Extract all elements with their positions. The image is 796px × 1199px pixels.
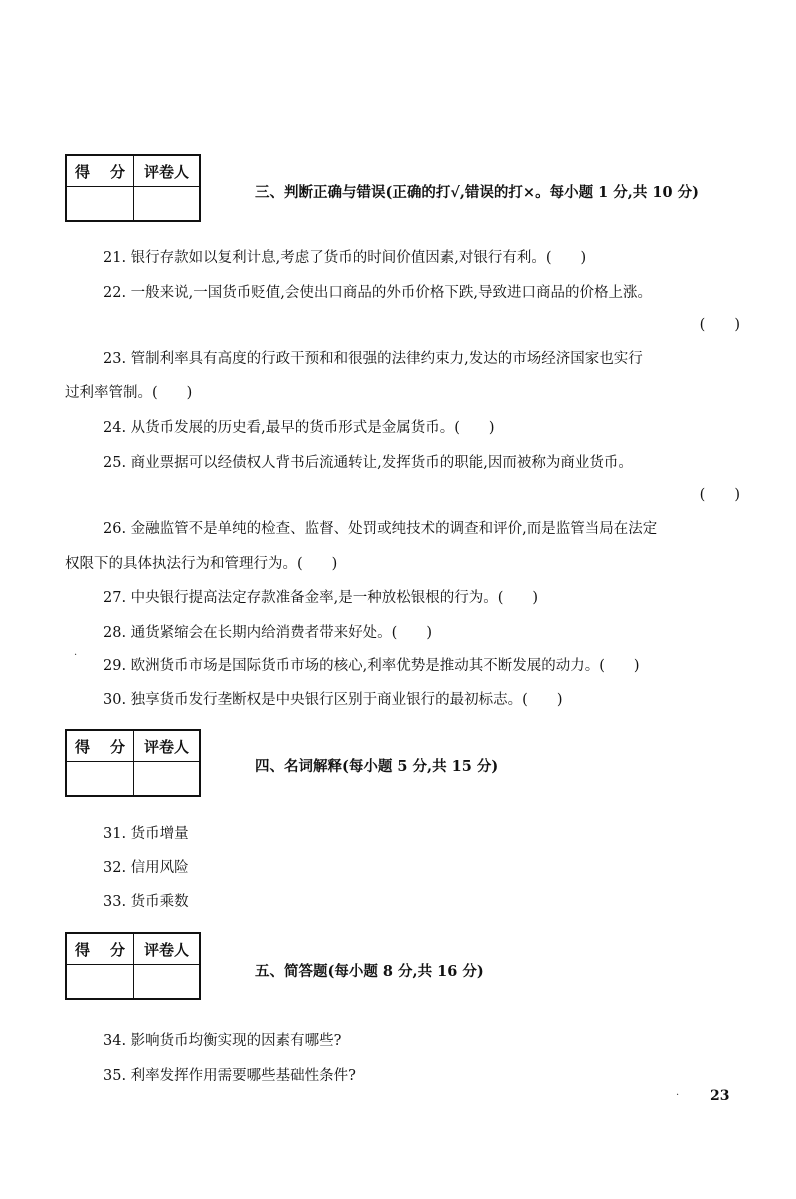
score-cell [67, 187, 134, 220]
score-header [67, 156, 134, 187]
score-label: 分 [109, 737, 125, 756]
grader-cell [134, 965, 199, 998]
question-23: 23. 管制利率具有高度的行政干预和和很强的法律约束力,发达的市场经济国家也实行 [103, 351, 643, 367]
question-33: 33. 货币乘数 [103, 894, 189, 910]
answer-paren: ( ) [699, 487, 740, 503]
question-21: 21. 银行存款如以复利计息,考虑了货币的时间价值因素,对银行有利。( ) [103, 250, 587, 266]
scan-speck: · [676, 1090, 680, 1101]
score-header [67, 934, 134, 965]
score-box [65, 154, 201, 222]
question-22: 22. 一般来说,一国货币贬值,会使出口商品的外币价格下跌,导致进口商品的价格上涨。 [103, 285, 652, 301]
section-title: 三、判断正确与错误(正确的打√,错误的打×。每小题 1 分,共 10 分) [255, 184, 699, 201]
question-26-cont: 权限下的具体执法行为和管理行为。( ) [65, 556, 338, 572]
grader-header: 评卷人 [134, 731, 199, 762]
question-32: 32. 信用风险 [103, 860, 189, 876]
score-label: 得 [75, 162, 91, 181]
question-23-cont: 过利率管制。( ) [65, 385, 193, 401]
scan-speck: · [74, 650, 78, 661]
score-label: 分 [109, 940, 125, 959]
grader-header: 评卷人 [134, 156, 199, 187]
answer-paren: ( ) [699, 317, 740, 333]
question-25: 25. 商业票据可以经债权人背书后流通转让,发挥货币的职能,因而被称为商业货币。 [103, 455, 633, 471]
question-30: 30. 独享货币发行垄断权是中央银行区别于商业银行的最初标志。( ) [103, 692, 563, 708]
score-cell [67, 762, 134, 795]
grader-cell [134, 762, 199, 795]
grader-header: 评卷人 [134, 934, 199, 965]
question-34: 34. 影响货币均衡实现的因素有哪些? [103, 1033, 342, 1049]
question-24: 24. 从货币发展的历史看,最早的货币形式是金属货币。( ) [103, 420, 495, 436]
score-header [67, 731, 134, 762]
score-label: 分 [109, 162, 125, 181]
score-cell [67, 965, 134, 998]
score-label: 得 [75, 940, 91, 959]
question-28: 28. 通货紧缩会在长期内给消费者带来好处。( ) [103, 625, 432, 641]
question-26: 26. 金融监管不是单纯的检查、监督、处罚或纯技术的调查和评价,而是监管当局在法定 [103, 521, 658, 537]
question-27: 27. 中央银行提高法定存款准备金率,是一种放松银根的行为。( ) [103, 590, 539, 606]
question-31: 31. 货币增量 [103, 826, 189, 842]
page-number: 23 [710, 1088, 730, 1104]
section-title: 四、名词解释(每小题 5 分,共 15 分) [255, 758, 499, 775]
grader-cell [134, 187, 199, 220]
score-box [65, 932, 201, 1000]
question-35: 35. 利率发挥作用需要哪些基础性条件? [103, 1068, 356, 1084]
section-title: 五、简答题(每小题 8 分,共 16 分) [255, 963, 484, 980]
score-label: 得 [75, 737, 91, 756]
score-box [65, 729, 201, 797]
question-29: 29. 欧洲货币市场是国际货币市场的核心,利率优势是推动其不断发展的动力。( ) [103, 658, 640, 674]
